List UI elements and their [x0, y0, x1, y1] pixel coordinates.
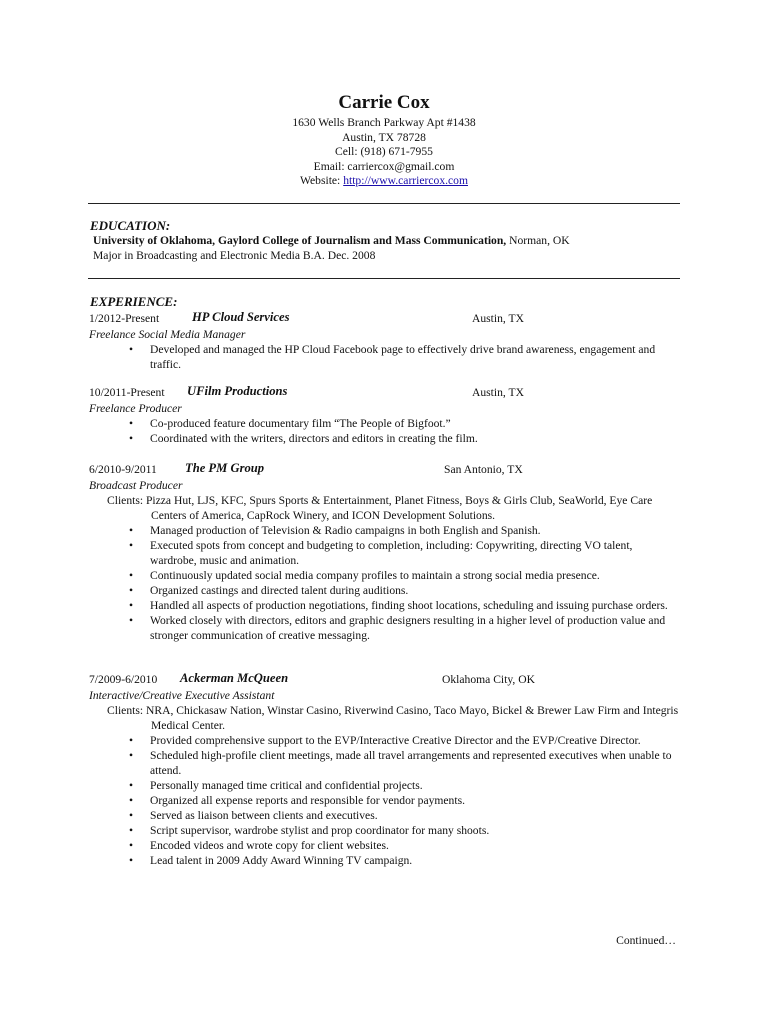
job-bullets: [89, 416, 681, 446]
list-item: • Continuously updated social media company profiles to maintain a strong social media presence.: [129, 569, 600, 582]
job-company: Ackerman McQueen: [180, 671, 289, 685]
candidate-name: Carrie Cox: [338, 92, 430, 113]
job-location: Austin, TX: [472, 312, 524, 325]
address-line-2: Austin, TX 78728: [342, 130, 426, 144]
job-location: San Antonio, TX: [444, 463, 523, 476]
list-item: • Encoded videos and wrote copy for client websites.: [129, 839, 389, 852]
job-dates: 6/2010-9/2011: [89, 463, 157, 476]
list-item: • Coordinated with the writers, directors and editors in creating the film.: [129, 432, 478, 445]
bullet-icon: •: [129, 809, 134, 822]
list-item: • Organized all expense reports and responsible for vendor payments.: [129, 794, 465, 807]
bullet-icon: •: [129, 569, 134, 582]
job-location: Austin, TX: [472, 386, 524, 399]
bullet-icon: •: [129, 584, 134, 597]
job-role: Broadcast Producer: [89, 479, 183, 492]
bullet-icon: •: [129, 524, 134, 537]
education-degree: Major in Broadcasting and Electronic Media B.A. Dec. 2008: [93, 249, 376, 262]
job-ackerman-mcqueen: [89, 672, 681, 868]
email: Email: carriercox@gmail.com: [313, 159, 455, 173]
education-school-line: [93, 233, 683, 248]
job-location: Oklahoma City, OK: [442, 673, 535, 686]
website-label: Website:: [300, 174, 344, 187]
experience-heading: EXPERIENCE:: [90, 294, 178, 309]
list-item: • Developed and managed the HP Cloud Facebook page to effectively drive brand awareness, engagement and traffic.: [129, 343, 656, 371]
list-item: • Co-produced feature documentary film “The People of Bigfoot.”: [129, 417, 451, 430]
bullet-icon: •: [129, 432, 134, 445]
list-item: • Served as liaison between clients and executives.: [129, 809, 378, 822]
website-line: [0, 174, 768, 189]
bullet-icon: •: [129, 824, 134, 837]
address-line-1: 1630 Wells Branch Parkway Apt #1438: [292, 116, 476, 129]
bullet-icon: •: [129, 599, 134, 612]
job-clients: Clients: Pizza Hut, LJS, KFC, Spurs Sports & Entertainment, Planet Fitness, Boys & Girls Club, SeaWorld, Eye Care Centers of America, CapRock Winery, and ICON Development Solutions.: [107, 494, 653, 522]
divider-top: [88, 203, 680, 204]
job-bullets: [89, 342, 681, 372]
list-item: • Provided comprehensive support to the EVP/Interactive Creative Director and the EVP/Creative Director.: [129, 734, 641, 747]
job-dates: 7/2009-6/2010: [89, 673, 158, 686]
website-link[interactable]: http://www.carriercox.com: [343, 174, 468, 187]
education-heading: EDUCATION:: [90, 218, 171, 233]
job-company: UFilm Productions: [187, 384, 288, 398]
bullet-icon: •: [129, 779, 134, 792]
list-item: • Script supervisor, wardrobe stylist and prop coordinator for many shoots.: [129, 824, 490, 837]
list-item: • Handled all aspects of production negotiations, finding shoot locations, scheduling and issuing purchase orders.: [129, 599, 668, 612]
list-item: • Worked closely with directors, editors and graphic designers resulting in a higher level of production value and stronger communication of creative messaging.: [129, 614, 666, 642]
bullet-icon: •: [129, 749, 134, 762]
job-role: Interactive/Creative Executive Assistant: [89, 689, 275, 702]
list-item: • Managed production of Television & Radio campaigns in both English and Spanish.: [129, 524, 541, 537]
job-dates: 1/2012-Present: [89, 312, 160, 325]
bullet-icon: •: [129, 854, 134, 867]
bullet-icon: •: [129, 734, 134, 747]
bullet-icon: •: [129, 343, 134, 356]
contact-header: [0, 92, 768, 189]
job-bullets: [89, 733, 681, 868]
job-role: Freelance Social Media Manager: [89, 328, 246, 341]
job-role: Freelance Producer: [89, 402, 182, 415]
cell-phone: Cell: (918) 671-7955: [335, 145, 433, 158]
education-school: University of Oklahoma, Gaylord College of Journalism and Mass Communication,: [93, 234, 507, 247]
list-item: • Lead talent in 2009 Addy Award Winning TV campaign.: [129, 854, 413, 867]
list-item: • Executed spots from concept and budgeting to completion, including: Copywriting, directing VO talent, wardrobe, music and animation.: [129, 539, 633, 567]
job-dates: 10/2011-Present: [89, 386, 165, 399]
job-the-pm-group: [89, 462, 681, 643]
job-company: HP Cloud Services: [192, 310, 290, 324]
bullet-icon: •: [129, 839, 134, 852]
list-item: • Organized castings and directed talent during auditions.: [129, 584, 409, 597]
bullet-icon: •: [129, 614, 134, 627]
job-hp-cloud-services: [89, 311, 681, 372]
job-ufilm-productions: [89, 385, 681, 446]
list-item: • Scheduled high-profile client meetings, made all travel arrangements and represented executives when unable to attend.: [129, 749, 672, 777]
bullet-icon: •: [129, 794, 134, 807]
list-item: • Personally managed time critical and confidential projects.: [129, 779, 423, 792]
divider-middle: [88, 278, 680, 279]
bullet-icon: •: [129, 539, 134, 552]
job-company: The PM Group: [185, 461, 265, 475]
job-clients: Clients: NRA, Chickasaw Nation, Winstar Casino, Riverwind Casino, Taco Mayo, Bickel & Brewer Law Firm and Integris Medical Center.: [107, 704, 679, 732]
education-location: Norman, OK: [506, 234, 570, 247]
job-bullets: [89, 523, 681, 643]
bullet-icon: •: [129, 417, 134, 430]
continued-note: Continued…: [616, 934, 676, 947]
